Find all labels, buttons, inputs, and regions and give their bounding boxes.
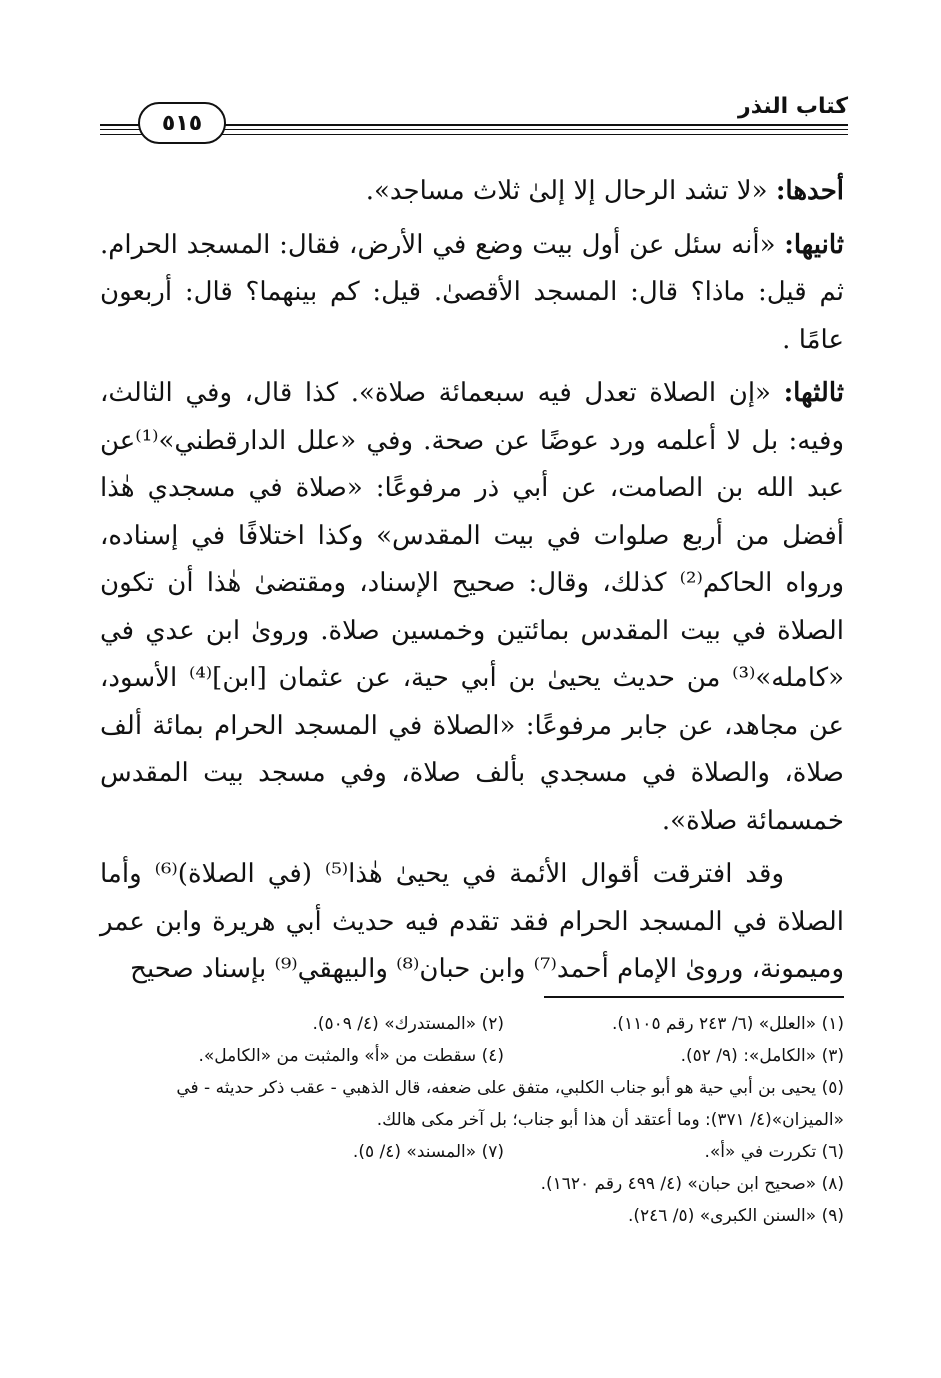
footnote-8: (٨) «صحيح ابن حبان» (٤/ ٤٩٩ رقم ١٦٢٠). [540,1174,844,1194]
footnote-row [100,1008,844,1040]
paragraph-fourth [100,851,844,994]
footnote-row [100,1136,844,1168]
footnote-1: (١) «العلل» (٦/ ٢٤٣ رقم ١١٠٥). [612,1014,844,1034]
footnote-2: (٢) «المستدرك» (٤/ ٥٠٩). [312,1014,504,1034]
footnote-5: (٥) يحيى بن أبي حية هو أبو جناب الكلبي، متفق على ضعفه، قال الذهبي - عقب ذكر حديثه - في «الميزان»(٤/ ٣٧١): وما أعتقد أن هذا أبو جناب؛ بل آخر مكى هالك. [176,1078,844,1130]
paragraph-label: ثالثها: [783,378,844,408]
footnote-9: (٩) «السنن الكبرى» (٥/ ٢٤٦). [627,1206,844,1226]
paragraph-third [100,370,844,845]
footnote-row [100,1040,844,1072]
paragraph-label: أحدها: [775,176,844,206]
paragraph-label: ثانيها: [784,229,844,260]
footnote-4: (٤) سقطت من «أ» والمثبت من «الكامل». [198,1046,504,1066]
footnote-6: (٦) تكررت في «أ». [704,1142,844,1162]
main-text [100,168,844,1000]
paragraph-text: وقد افترقت أقوال الأئمة في يحيىٰ هٰذا⁽⁵⁾ (في الصلاة)⁽⁶⁾ وأما الصلاة في المسجد الحرام فقد تقدم فيه حديث أبي هريرة وابن عمر وميمونة، وروىٰ الإمام أحمد⁽⁷⁾ وابن حبان⁽⁸⁾ والبيهقي⁽⁹⁾ بإسناد صحيح [100,859,844,984]
paragraph-text: «إن الصلاة تعدل فيه سبعمائة صلاة». كذا قال، وفي الثالث، وفيه: بل لا أعلمه ورد عوضًا عن صحة. وفي «علل الدارقطني»⁽¹⁾عن عبد الله بن الصامت، عن أبي ذر مرفوعًا: «صلاة في مسجدي هٰذا أفضل من أربع صلوات في بيت المقدس» وكذا اختلافًا في إسناده، ورواه الحاكم⁽²⁾ كذلك، وقال: صحيح الإسناد، ومقتضىٰ هٰذا أن تكون الصلاة في بيت المقدس بمائتين وخمسين صلاة. وروىٰ ابن عدي في «كامله»⁽³⁾ من حديث يحيىٰ بن أبي حية، عن عثمان [ابن]⁽⁴⁾ الأسود، عن مجاهد، عن جابر مرفوعًا: «الصلاة في المسجد الحرام بمائة ألف صلاة، والصلاة في مسجدي بألف صلاة، وفي مسجد بيت المقدس خمسمائة صلاة». [100,378,844,836]
page-header [100,88,848,138]
footnote-list [100,1008,844,1232]
footnote-7: (٧) «المسند» (٤/ ٥). [352,1142,504,1162]
paragraph-second [100,222,844,365]
running-title: كتاب النذر [738,94,848,119]
page-number: ٥١٥ [138,102,226,144]
footnote-3: (٣) «الكامل»: (٩/ ٥٢). [680,1046,844,1066]
paragraph-text: «لا تشد الرحال إلا إلىٰ ثلاث مساجد». [365,176,776,206]
paragraph-first [100,168,844,216]
footnote-separator [544,996,844,998]
paragraph-text: «أنه سئل عن أول بيت وضع في الأرض، فقال: المسجد الحرام. ثم قيل: ماذا؟ قال: المسجد الأقصىٰ. قيل: كم بينهما؟ قال: أربعون عامًا . [100,229,844,355]
